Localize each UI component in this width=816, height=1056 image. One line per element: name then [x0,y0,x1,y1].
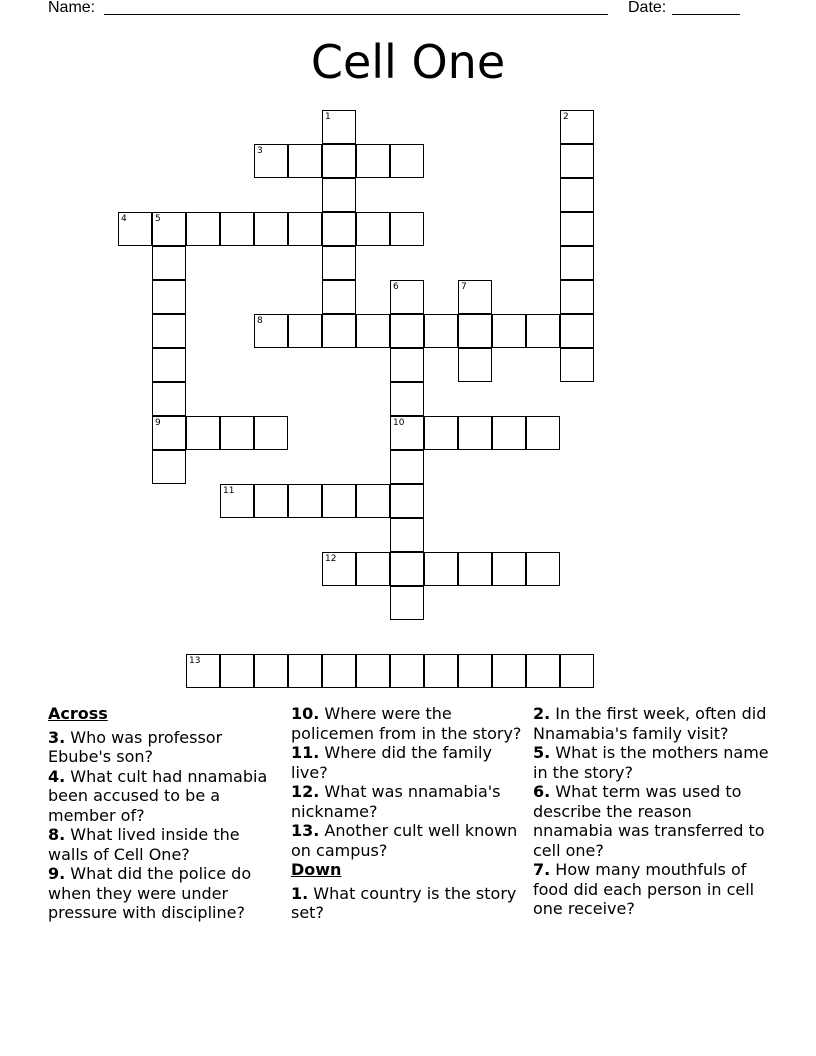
clue-number-label: 2 [563,112,569,122]
clue-number-label: 7 [461,282,467,292]
grid-cell[interactable] [356,144,390,178]
grid-cell[interactable] [492,314,526,348]
grid-cell[interactable] [152,382,186,416]
grid-cell[interactable] [254,416,288,450]
across-clue-list [48,728,280,923]
clue-column-3 [533,704,773,919]
grid-cell[interactable] [390,416,424,450]
grid-cell[interactable] [458,348,492,382]
down-clue-number: 1. [291,883,309,903]
grid-cell[interactable] [390,484,424,518]
grid-cell[interactable] [560,314,594,348]
grid-cell[interactable] [560,654,594,688]
grid-cell[interactable] [560,212,594,246]
grid-cell[interactable] [322,654,356,688]
grid-cell[interactable] [322,212,356,246]
grid-cell[interactable] [390,552,424,586]
grid-cell[interactable] [424,416,458,450]
grid-cell[interactable] [288,654,322,688]
across-clue [48,825,280,864]
grid-cell[interactable] [220,654,254,688]
grid-cell[interactable] [526,416,560,450]
clue-number-label: 13 [189,656,201,666]
down-clue [533,860,773,919]
grid-cell[interactable] [186,416,220,450]
grid-cell[interactable] [152,280,186,314]
grid-cell[interactable] [526,314,560,348]
grid-cell[interactable] [152,212,186,246]
across-clue [48,864,280,923]
grid-cell[interactable] [390,450,424,484]
clue-number-label: 3 [257,146,263,156]
grid-cell[interactable] [322,246,356,280]
clue-column-2 [291,704,523,923]
clue-number-label: 1 [325,112,331,122]
grid-cell[interactable] [152,450,186,484]
grid-cell[interactable] [424,552,458,586]
grid-cell[interactable] [186,212,220,246]
grid-cell[interactable] [288,144,322,178]
grid-cell[interactable] [560,280,594,314]
grid-cell[interactable] [118,212,152,246]
down-clue-text: What is the mothers name in the story? [533,743,769,782]
grid-cell[interactable] [492,552,526,586]
grid-cell[interactable] [458,552,492,586]
grid-cell[interactable] [492,654,526,688]
down-clue-text: What country is the story set? [291,883,517,922]
grid-cell[interactable] [288,484,322,518]
grid-cell[interactable] [322,484,356,518]
grid-cell[interactable] [492,416,526,450]
clue-number-label: 4 [121,214,127,224]
grid-cell[interactable] [220,484,254,518]
grid-cell[interactable] [152,348,186,382]
down-clue [533,743,773,782]
across-clue-text: Who was professor Ebube's son? [48,727,223,766]
grid-cell[interactable] [322,314,356,348]
grid-cell[interactable] [390,280,424,314]
down-clue-text: What term was used to describe the reason nnamabia was transferred to cell one? [533,782,765,860]
grid-cell[interactable] [220,416,254,450]
name-label: Name: [48,0,96,16]
grid-cell[interactable] [458,314,492,348]
across-clue [291,704,523,743]
grid-cell[interactable] [322,552,356,586]
grid-cell[interactable] [458,280,492,314]
grid-cell[interactable] [356,484,390,518]
grid-cell[interactable] [322,178,356,212]
across-clue-number: 13. [291,821,320,840]
clue-number-label: 5 [155,214,161,224]
grid-cell[interactable] [390,314,424,348]
across-heading: Across [48,704,108,723]
across-clue-number: 8. [48,825,66,844]
grid-cell[interactable] [560,348,594,382]
grid-cell[interactable] [186,654,220,688]
down-clue-number: 2. [533,704,551,723]
grid-cell[interactable] [390,586,424,620]
down-clue-number: 6. [533,782,551,801]
grid-cell[interactable] [560,110,594,144]
across-clue-number: 4. [48,766,66,786]
across-clue [48,728,280,767]
grid-cell[interactable] [424,314,458,348]
clue-number-label: 6 [393,282,399,292]
clue-number-label: 12 [325,554,337,564]
grid-cell[interactable] [356,552,390,586]
grid-cell[interactable] [458,654,492,688]
across-clue [291,782,523,821]
grid-cell[interactable] [322,110,356,144]
clue-number-label: 11 [223,486,235,496]
grid-cell[interactable] [390,654,424,688]
grid-cell[interactable] [424,654,458,688]
down-clue-text: How many mouthfuls of food did each person in cell one receive? [533,860,755,918]
across-clue-number: 3. [48,727,66,747]
across-clue-list-continued [291,704,523,860]
across-clue [291,821,523,860]
down-clue-number: 5. [533,743,551,762]
date-label: Date: [628,0,667,16]
down-clue-list-continued [533,704,773,919]
grid-cell[interactable] [254,484,288,518]
clue-number-label: 10 [393,418,405,428]
grid-cell[interactable] [526,654,560,688]
down-clue-list [291,884,523,923]
grid-cell[interactable] [390,348,424,382]
grid-cell[interactable] [458,416,492,450]
across-clue [48,767,280,826]
grid-cell[interactable] [390,518,424,552]
grid-cell[interactable] [560,144,594,178]
down-clue [291,884,523,923]
grid-cell[interactable] [152,246,186,280]
across-clue [291,743,523,782]
grid-cell[interactable] [560,178,594,212]
grid-cell[interactable] [560,246,594,280]
grid-cell[interactable] [254,654,288,688]
grid-cell[interactable] [288,212,322,246]
grid-cell[interactable] [356,212,390,246]
across-clue-number: 9. [48,864,66,883]
across-clue-number: 12. [291,782,320,801]
grid-cell[interactable] [254,314,288,348]
across-clue-text: What cult had nnamabia been accused to be a member of? [48,766,268,825]
grid-cell[interactable] [526,552,560,586]
clue-column-1 [48,704,280,923]
grid-cell[interactable] [288,314,322,348]
grid-cell[interactable] [356,314,390,348]
across-clue-text: Where did the family live? [291,743,492,782]
grid-cell[interactable] [254,144,288,178]
down-clue-text: In the first week, often did Nnamabia's family visit? [533,704,767,743]
across-clue-text: Another cult well known on campus? [291,821,518,860]
grid-cell[interactable] [390,212,424,246]
across-clue-text: Where were the policemen from in the story? [291,704,522,743]
across-clue-text: What was nnamabia's nickname? [291,782,501,821]
down-heading: Down [291,860,342,879]
down-clue [533,782,773,860]
across-clue-text: What lived inside the walls of Cell One? [48,825,240,864]
across-clue-number: 10. [291,704,320,723]
grid-cell[interactable] [322,280,356,314]
grid-cell[interactable] [390,144,424,178]
grid-cell[interactable] [390,382,424,416]
grid-cell[interactable] [254,212,288,246]
grid-cell[interactable] [220,212,254,246]
grid-cell[interactable] [152,416,186,450]
across-clue-number: 11. [291,743,320,762]
grid-cell[interactable] [322,144,356,178]
down-clue [533,704,773,743]
clue-number-label: 8 [257,316,263,326]
page-title: Cell One [310,35,506,89]
down-clue-number: 7. [533,860,551,879]
grid-cell[interactable] [356,654,390,688]
across-clue-text: What did the police do when they were under pressure with discipline? [48,864,252,922]
clue-number-label: 9 [155,418,161,428]
grid-cell[interactable] [152,314,186,348]
